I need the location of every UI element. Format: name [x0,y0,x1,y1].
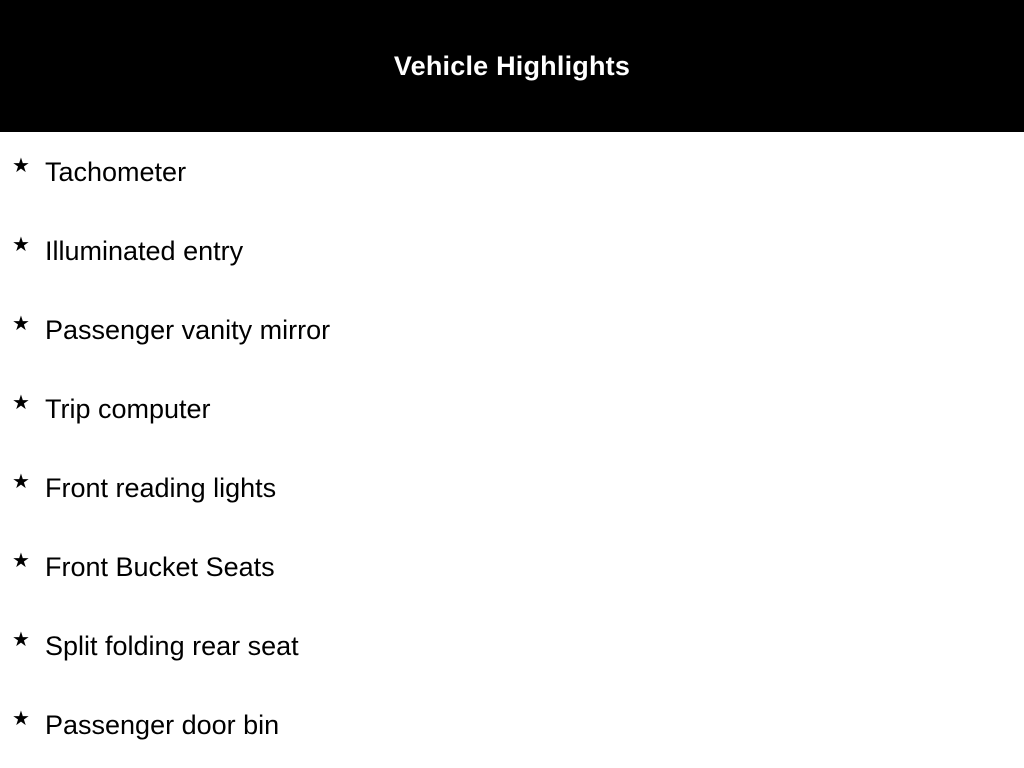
page-header [0,0,1024,132]
list-item [0,448,1024,527]
list-item [0,369,1024,448]
list-item [0,132,1024,211]
list-item [0,211,1024,290]
feature-label: Tachometer [45,157,187,187]
star-icon: ★ [12,313,30,335]
star-icon: ★ [12,155,30,177]
feature-label: Front reading lights [45,473,277,503]
list-item [0,606,1024,685]
star-icon: ★ [12,392,30,414]
feature-list [0,132,1024,764]
star-icon: ★ [12,550,30,572]
feature-label: Illuminated entry [45,236,244,266]
feature-label: Split folding rear seat [45,631,299,661]
star-icon: ★ [12,708,30,730]
star-icon: ★ [12,471,30,493]
feature-label: Front Bucket Seats [45,552,275,582]
feature-label: Passenger door bin [45,710,280,740]
list-item [0,527,1024,606]
star-icon: ★ [12,629,30,651]
feature-label: Passenger vanity mirror [45,315,331,345]
feature-label: Trip computer [45,394,211,424]
star-icon: ★ [12,234,30,256]
page-title: Vehicle Highlights [393,50,631,81]
list-item [0,290,1024,369]
list-item [0,685,1024,764]
